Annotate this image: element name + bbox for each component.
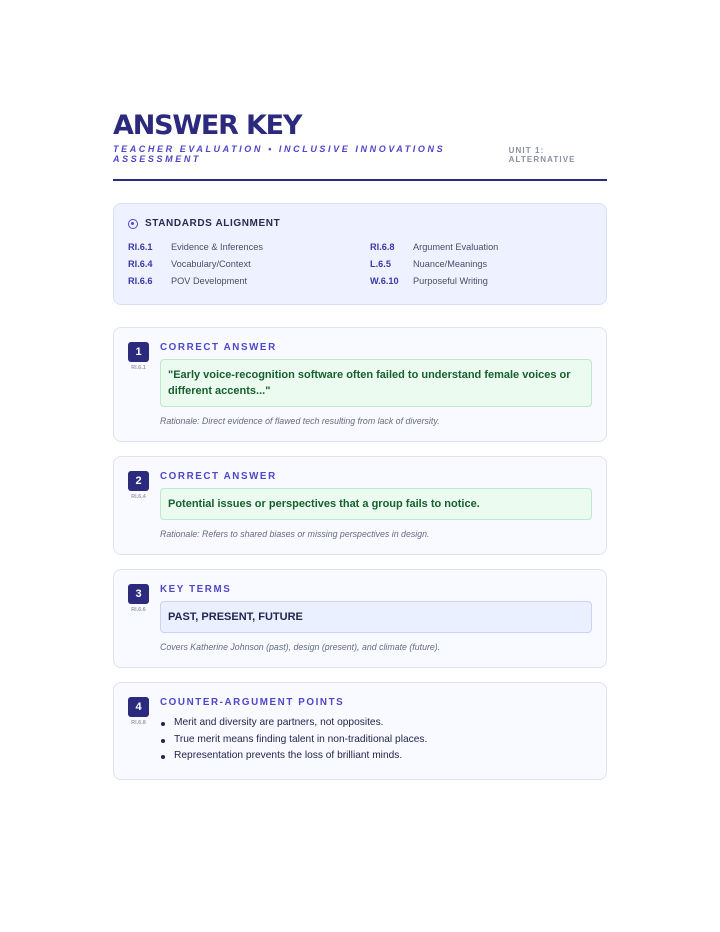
rationale-text: Covers Katherine Johnson (past), design (present), and climate (future). bbox=[160, 642, 441, 652]
standard-code: RI.6.1 bbox=[128, 242, 153, 252]
question-number: 4 bbox=[128, 697, 149, 717]
answer-key-page bbox=[113, 110, 607, 780]
standard-item bbox=[128, 275, 370, 287]
question-standard-code: RI.6.4 bbox=[131, 494, 146, 500]
list-item: Representation prevents the loss of brilliant minds. bbox=[160, 748, 592, 765]
card-label: CORRECT ANSWER bbox=[160, 342, 277, 353]
target-icon bbox=[128, 219, 138, 229]
question-card-2 bbox=[113, 456, 607, 555]
standard-description: Purposeful Writing bbox=[413, 276, 488, 286]
header-divider bbox=[113, 179, 607, 181]
standard-item bbox=[370, 275, 590, 287]
standard-description: Vocabulary/Context bbox=[171, 259, 251, 269]
rationale-text: Rationale: Direct evidence of flawed tech resulting from lack of diversity. bbox=[160, 416, 440, 426]
standard-item bbox=[128, 258, 370, 270]
header-subrow bbox=[113, 144, 607, 164]
standard-item bbox=[370, 241, 590, 253]
standard-description: Nuance/Meanings bbox=[413, 259, 488, 269]
standard-code: RI.6.4 bbox=[128, 259, 153, 269]
standards-title: STANDARDS ALIGNMENT bbox=[145, 218, 281, 229]
question-number: 1 bbox=[128, 342, 149, 362]
card-label: CORRECT ANSWER bbox=[160, 471, 277, 482]
counter-argument-list bbox=[160, 715, 592, 765]
question-card-3 bbox=[113, 569, 607, 668]
question-number: 2 bbox=[128, 471, 149, 491]
standard-item bbox=[128, 241, 370, 253]
standard-code: W.6.10 bbox=[370, 276, 399, 286]
question-card-4 bbox=[113, 682, 607, 780]
list-item: Merit and diversity are partners, not opposites. bbox=[160, 715, 592, 732]
card-label: COUNTER-ARGUMENT POINTS bbox=[160, 697, 345, 708]
standards-alignment-panel bbox=[113, 203, 607, 305]
question-number: 3 bbox=[128, 584, 149, 604]
standards-list bbox=[128, 241, 592, 287]
list-item: True merit means finding talent in non-traditional places. bbox=[160, 732, 592, 749]
standard-item bbox=[370, 258, 590, 270]
page-title: ANSWER KEY bbox=[113, 110, 302, 141]
standard-description: Evidence & Inferences bbox=[171, 242, 263, 252]
standard-code: RI.6.6 bbox=[128, 276, 153, 286]
key-terms-box: PAST, PRESENT, FUTURE bbox=[160, 601, 592, 633]
standard-description: Argument Evaluation bbox=[413, 242, 499, 252]
correct-answer-box: Potential issues or perspectives that a group fails to notice. bbox=[160, 488, 592, 520]
unit-label: UNIT 1: ALTERNATIVE bbox=[508, 146, 576, 164]
page-subtitle: TEACHER EVALUATION • INCLUSIVE INNOVATIONS ASSESSMENT bbox=[113, 144, 446, 164]
rationale-text: Rationale: Refers to shared biases or missing perspectives in design. bbox=[160, 529, 430, 539]
question-standard-code: RI.6.8 bbox=[131, 720, 146, 726]
question-standard-code: RI.6.1 bbox=[131, 365, 146, 371]
standards-header bbox=[128, 218, 592, 229]
card-label: KEY TERMS bbox=[160, 584, 232, 595]
question-card-1 bbox=[113, 327, 607, 442]
standard-code: L.6.5 bbox=[370, 259, 391, 269]
standard-description: POV Development bbox=[171, 276, 248, 286]
standard-code: RI.6.8 bbox=[370, 242, 395, 252]
correct-answer-box: "Early voice-recognition software often failed to understand female voices or different accents..." bbox=[160, 359, 592, 407]
question-standard-code: RI.6.6 bbox=[131, 607, 146, 613]
